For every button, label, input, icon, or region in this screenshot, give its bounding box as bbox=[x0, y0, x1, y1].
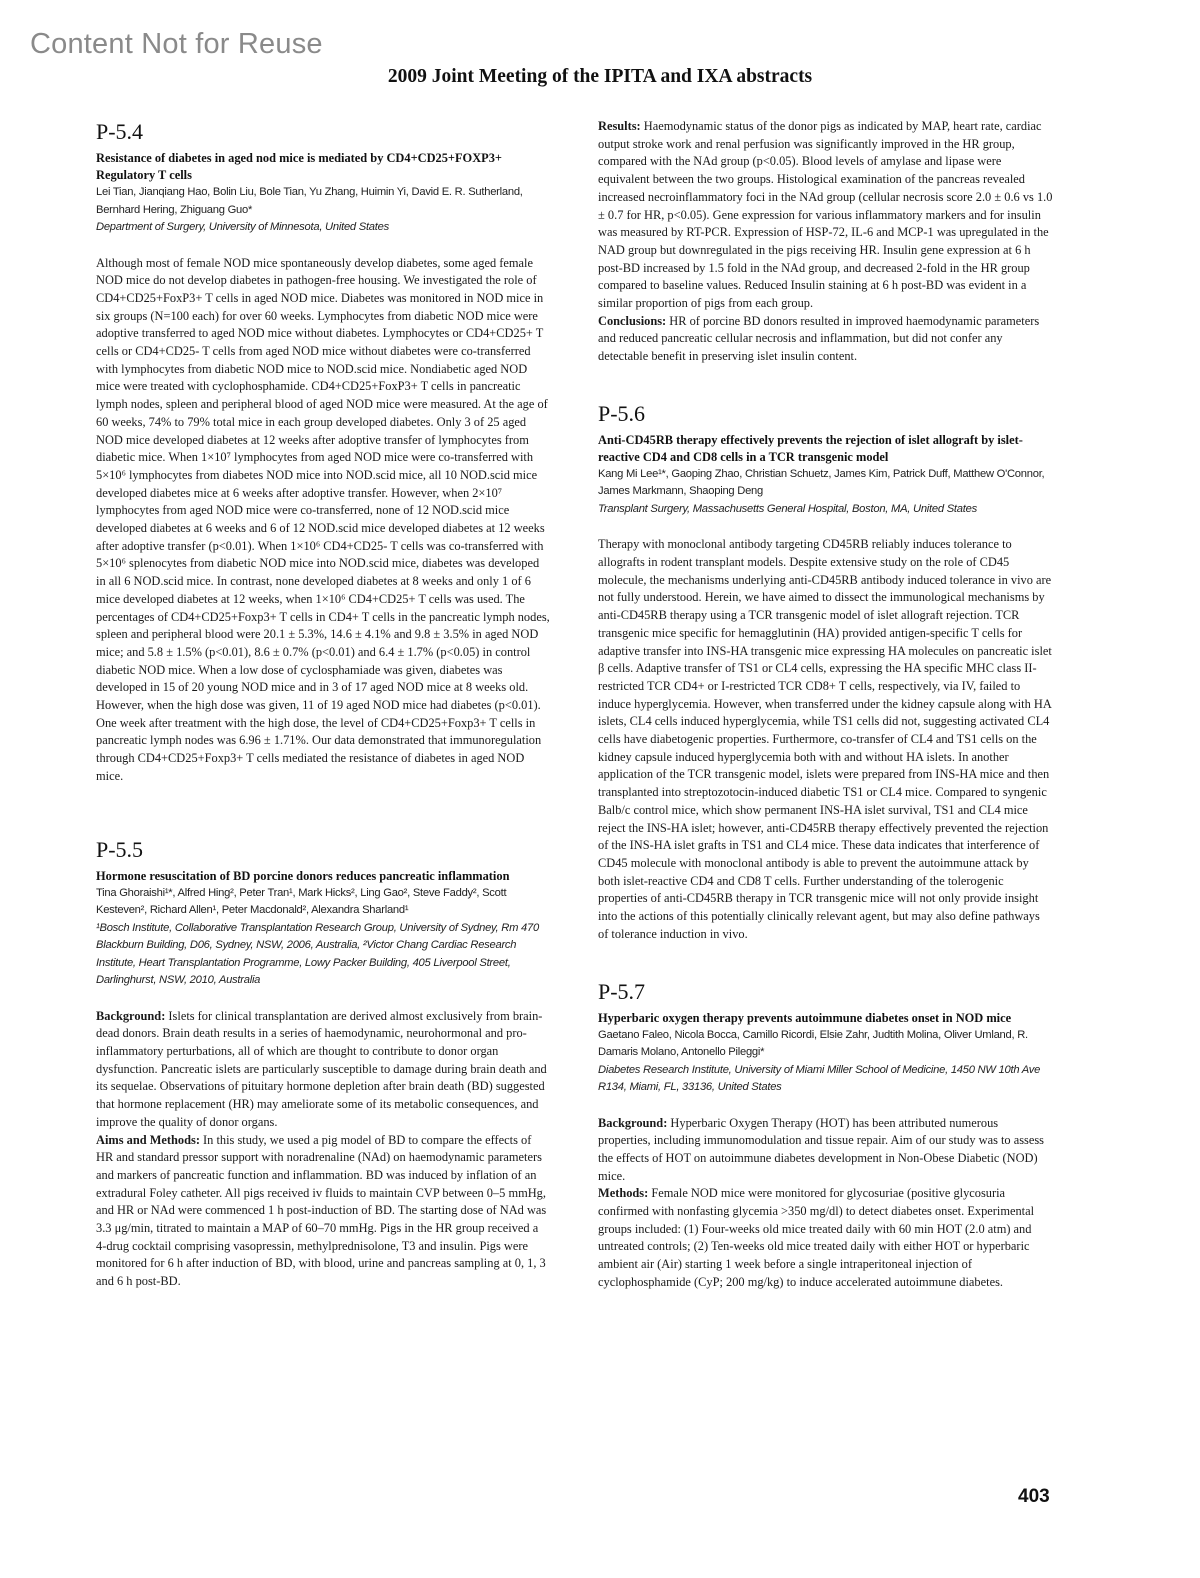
watermark: Content Not for Reuse bbox=[30, 28, 323, 60]
abstract-body bbox=[96, 1008, 551, 1291]
abstract-paragraph bbox=[598, 1185, 1053, 1291]
abstract-title: Anti-CD45RB therapy effectively prevents the rejection of islet allograft by islet-reactive CD4 and CD8 cells in a TCR transgenic model bbox=[598, 432, 1023, 464]
paragraph-lead: Background: bbox=[96, 1008, 166, 1023]
abstract-paragraph bbox=[598, 313, 1053, 366]
paragraph-text: In this study, we used a pig model of BD to compare the effects of HR and standard pressor support with noradrenaline (NAd) on haemodynamic parameters and markers of pancreatic function and inflammation. BD was induced by inflation of an extradural Foley catheter. All pigs received iv fluids to maintain CVP between 0–5 mmHg, and HR or NAd were commenced 1 h post-induction of BD. The starting dose of NAd was 3.3 μg/min, titrated to maintain a MAP of 60–70 mmHg. Pigs in the HR group received a 4-drug cocktail comprising vasopressin, methylprednisolone, T3 and insulin. Pigs were monitored for 6 h after induction of BD, with blood, urine and pancreas sampling at 0, 1, 3 and 6 h post-BD. bbox=[96, 1132, 547, 1289]
paragraph-lead: Background: bbox=[598, 1115, 668, 1130]
running-head: 2009 Joint Meeting of the IPITA and IXA abstracts bbox=[387, 66, 813, 87]
abstract-body bbox=[598, 536, 1053, 943]
abstract-body bbox=[96, 255, 551, 786]
left-column bbox=[96, 118, 551, 1291]
paragraph-text: HR of porcine BD donors resulted in improved haemodynamic parameters and reduced pancreatic cellular necrosis and inflammation, but did not confer any detectable benefit in preserving islet insulin content. bbox=[598, 313, 1040, 364]
abstract-p-5-6 bbox=[598, 400, 1053, 944]
abstract-p-5-5 bbox=[96, 836, 551, 1291]
abstract-paragraph bbox=[96, 1008, 551, 1132]
paragraph-text: Haemodynamic status of the donor pigs as indicated by MAP, heart rate, cardiac output stroke work and renal perfusion was significantly improved in the HR group, compared with the NAd group (p<0.05). Blood levels of amylase and lipase were equivalent between the two groups. Histological examination of the pancreas revealed increased necroinflammatory foci in the NAd group (cellular necrosis score 2.0 ± 0.6 vs 1.0 ± 0.7 for HR, p<0.05). Gene expression for various inflammatory markers and for insulin was measured by RT-PCR. Expression of HSP-72, IL-6 and MCP-1 was upregulated in the NAD group but downregulated in the pigs receiving HR. Insulin gene expression at 6 h post-BD increased by 1.5 fold in the NAd group, and decreased 2-fold in the HR group compared to baseline values. Reduced Insulin staining at 6 h post-BD was evident in a similar proportion of pigs from each group. bbox=[598, 119, 1053, 311]
abstract-affiliation: Diabetes Research Institute, University of Miami Miller School of Medicine, 1450 NW 10th Ave R134, Miami, FL, 33136, United States bbox=[598, 1063, 1041, 1094]
paragraph-text: Hyperbaric Oxygen Therapy (HOT) has been attributed numerous properties, including immunomodulation and tissue repair. Aim of our study was to assess the effects of HOT on autoimmune diabetes development in Non-Obese Diabetic (NOD) mice. bbox=[598, 1115, 1045, 1183]
abstract-body bbox=[598, 118, 1053, 366]
paragraph-text: Although most of female NOD mice spontaneously develop diabetes, some aged female NOD mice do not develop diabetes in pathogen-free housing. We investigated the role of CD4+CD25+FoxP3+ T cells in aged NOD mice. Diabetes was monitored in NOD mice in six groups (N=100 each) for over 60 weeks. Lymphocytes from diabetic NOD mice were adoptive transferred to aged NOD mice without diabetes. Lymphocytes or CD4+CD25+ T cells or CD4+CD25- T cells from aged NOD mice without diabetes were co-transferred with lymphocytes from diabetic NOD mice to NOD.scid mice. Nondiabetic aged NOD mice were treated with cyclophosphamide. CD4+CD25+FoxP3+ T cells in pancreatic lymph nodes, spleen and peripheral blood of aged NOD mice were measured. At the age of 60 weeks, 74% to 79% total mice in each group developed diabetes. Only 3 of 25 aged NOD mice developed diabetes at 12 weeks after adoptive transfer of lymphocytes from diabetic mice. When 1×10⁷ lymphocytes from aged NOD mice were co-transferred with 5×10⁶ lymphocytes from diabetes NOD mice into NOD.scid mice, all 10 NOD.scid mice developed diabetes mice at 6 weeks after adoptive transfer. However, when 2×10⁷ lymphocytes from aged NOD mice were co-transferred, none of 12 NOD.scid mice developed diabetes at 6 weeks and 6 of 12 NOD.scid mice developed diabetes at 12 weeks after adoptive transfer (p<0.01). When 1×10⁶ CD4+CD25- T cells was co-transferred with 5×10⁶ splenocytes from diabetic NOD mice into NOD.scid mice, diabetes was developed in all 6 NOD.scid mice. In contrast, none developed diabetes at 8 weeks and only 1 of 6 mice developed diabetes at 12 weeks, when 1×10⁶ CD4+CD25+ T cells was used. The percentages of CD4+CD25+Foxp3+ T cells in CD4+ T cells in the pancreatic lymph nodes, spleen and peripheral blood were 20.1 ± 5.3%, 14.6 ± 4.1% and 9.8 ± 3.5% in aged NOD mice; and 5.8 ± 1.5% (p<0.01), 8.6 ± 0.7% (p<0.01) and 6.4 ± 1.7% (p<0.05) in control diabetic NOD mice. When a low dose of cyclosphamiade was given, diabetes was developed in 15 of 20 young NOD mice and in 3 of 17 aged NOD mice at 8 weeks old. However, when the high dose was given, 11 of 19 aged NOD mice had diabetes (p<0.01). One week after treatment with the high dose, the level of CD4+CD25+Foxp3+ T cells in pancreatic lymph nodes was 6.96 ± 1.71%. Our data demonstrated that immunoregulation through CD4+CD25+Foxp3+ T cells mediated the resistance of diabetes in aged NOD mice. bbox=[96, 255, 550, 783]
paragraph-text: Islets for clinical transplantation are derived almost exclusively from brain-dead donors. Brain death results in a series of haemodynamic, neurohormonal and pro-inflammatory perturbations, all of which are thought to contribute to donor organ dysfunction. Pancreatic islets are particularly susceptible to damage during brain death and its sequelae. Observations of pituitary hormone depletion after brain death (BD) suggested that hormone replacement (HR) may ameliorate some of its metabolic consequences, and improve the quality of donor organs. bbox=[96, 1008, 547, 1129]
abstract-id: P-5.5 bbox=[96, 836, 144, 862]
abstract-id: P-5.4 bbox=[96, 119, 144, 144]
abstract-authors: Kang Mi Lee¹*, Gaoping Zhao, Christian Schuetz, James Kim, Patrick Duff, Matthew O'Connor, James Markmann, Shaoping Deng bbox=[598, 467, 1045, 498]
right-column bbox=[598, 118, 1053, 1292]
paragraph-lead: Methods: bbox=[598, 1186, 649, 1201]
abstract-paragraph bbox=[96, 1132, 551, 1291]
abstract-paragraph bbox=[598, 118, 1053, 313]
paragraph-text: Female NOD mice were monitored for glycosuriae (positive glycosuria confirmed with nonfasting glycemia >350 mg/dl) to detect diabetes onset. Experimental groups included: (1) Four-weeks old mice treated daily with 60 min HOT (2.0 atm) and untreated controls; (2) Ten-weeks old mice treated daily with either HOT or hyperbaric ambient air (Air) starting 1 week before a single intraperitoneal injection of cyclophosphamide (CyP; 200 mg/kg) to induce accelerated autoimmune diabetes. bbox=[598, 1186, 1035, 1289]
abstract-p-5-7 bbox=[598, 978, 1053, 1292]
page-number: 403 bbox=[1018, 1486, 1050, 1507]
paragraph-lead: Conclusions: bbox=[598, 313, 667, 328]
abstract-p-5-5-continued bbox=[598, 118, 1053, 366]
abstract-id: P-5.6 bbox=[598, 400, 646, 426]
abstract-affiliation: Department of Surgery, University of Minnesota, United States bbox=[96, 221, 389, 233]
abstract-paragraph bbox=[96, 255, 551, 786]
abstract-body bbox=[598, 1115, 1053, 1292]
abstract-paragraph bbox=[598, 1115, 1053, 1186]
paragraph-lead: Aims and Methods: bbox=[96, 1132, 200, 1147]
abstract-authors: Lei Tian, Jianqiang Hao, Bolin Liu, Bole Tian, Yu Zhang, Huimin Yi, David E. R. Sutherland, Bernhard Hering, Zhiguang Guo* bbox=[96, 186, 523, 216]
abstract-affiliation: ¹Bosch Institute, Collaborative Transplantation Research Group, University of Sydney, Rm 470 Blackburn Building, D06, Sydney, NSW, 2006, Australia, ²Victor Chang Cardiac Research Institute, Heart Transplantation Programme, Lowy Packer Building, 405 Liverpool Street, Darlinghurst, NSW, 2010, Australia bbox=[96, 921, 539, 987]
abstract-paragraph bbox=[598, 536, 1053, 943]
abstract-id: P-5.7 bbox=[598, 978, 646, 1004]
abstract-title: Resistance of diabetes in aged nod mice is mediated by CD4+CD25+FOXP3+ Regulatory T cells bbox=[96, 151, 502, 182]
paragraph-lead: Results: bbox=[598, 119, 641, 133]
paragraph-text: Therapy with monoclonal antibody targeting CD45RB reliably induces tolerance to allografts in rodent transplant models. Despite extensive study on the role of CD45 molecule, the mechanisms underlying anti-CD45RB antibody induced tolerance in vivo are not fully understood. Herein, we have aimed to dissect the immunological mechanisms by anti-CD45RB therapy using a TCR transgenic model of islet allograft rejection. TCR transgenic mice specific for hemagglutinin (HA) provided antigen-specific T cells for adaptive transfer into INS-HA transgenic mice expressing HA molecules on pancreatic islet β cells. Adaptive transfer of TS1 or CL4 cells, expressing the HA specific MHC class II-restricted TCR CD4+ or I-restricted TCR CD8+ T cells, respectively, via IV, failed to induce hyperglycemia. However, when transferred under the kidney capsule along with HA islets, CL4 cells induced hyperglycemia, while TS1 cells did not, suggesting activated CL4 cells have diabetogenic properties. Furthermore, co-transfer of CL4 and TS1 cells on the kidney capsule induced hyperglycemia both with and without HA islets. In another application of the TCR transgenic model, islets were prepared from INS-HA mice and then transplanted into streptozotocin-induced diabetic TS1 or CL4 mice. Compared to syngenic Balb/c control mice, which show permanent INS-HA islet survival, TS1 and CL4 mice reject the INS-HA islet; however, anti-CD45RB therapy effectively prevented the rejection of the INS-HA islet grafts in TS1 and CL4 mice. These data indicates that interference of CD45 molecule with monoclonal antibody is able to prevent the autoimmune attack by both islet-reactive CD4 and CD8 T cells. Further understanding of the tolerogenic properties of anti-CD45RB therapy in TCR transgenic mice will not only provide insight into the actions of this potentially clinically relevant agent, but may also define pathways of tolerance induction in vivo. bbox=[598, 537, 1052, 941]
abstract-title: Hyperbaric oxygen therapy prevents autoimmune diabetes onset in NOD mice bbox=[598, 1010, 1012, 1025]
abstract-p-5-4 bbox=[96, 118, 551, 786]
abstract-title: Hormone resuscitation of BD porcine donors reduces pancreatic inflammation bbox=[96, 868, 510, 883]
abstract-authors: Gaetano Faleo, Nicola Bocca, Camillo Ricordi, Elsie Zahr, Judtith Molina, Oliver Umland, R. Damaris Molano, Antonello Pileggi* bbox=[598, 1028, 1028, 1059]
abstract-affiliation: Transplant Surgery, Massachusetts General Hospital, Boston, MA, United States bbox=[598, 502, 977, 515]
abstract-authors: Tina Ghoraishi¹*, Alfred Hing², Peter Tran¹, Mark Hicks², Ling Gao², Steve Faddy², Scott Kesteven², Richard Allen¹, Peter Macdonald², Alexandra Sharland¹ bbox=[96, 886, 507, 917]
